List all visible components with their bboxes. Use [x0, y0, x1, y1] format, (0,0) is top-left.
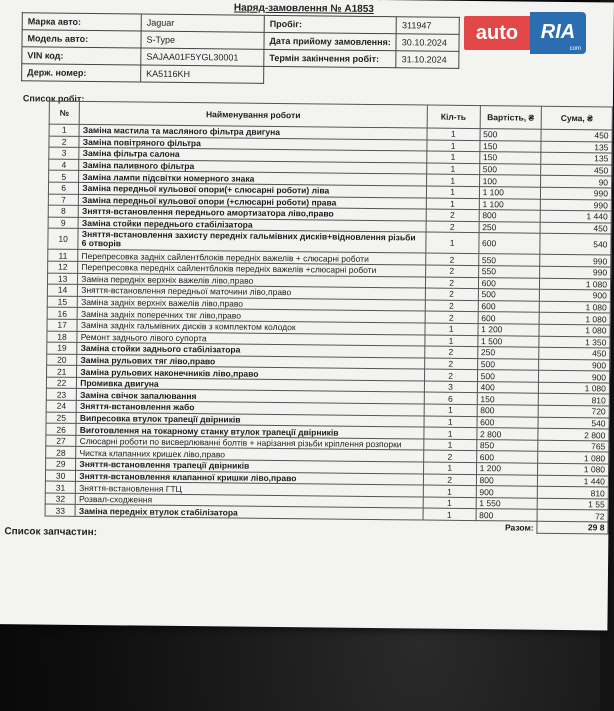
work-num: 21	[47, 365, 77, 377]
work-name: Виготовлення на токарному станку втулок трапеції двірників	[76, 424, 423, 439]
work-name: Заміна передніх втулок стабілізатора	[75, 505, 422, 520]
work-name: Заміна передньої кульової опори (+слюсарні роботи) права	[79, 194, 426, 209]
work-qty: 2	[425, 277, 478, 289]
watermark-com-text: com	[569, 46, 581, 52]
work-sum: 765	[538, 440, 609, 452]
work-qty: 2	[423, 474, 476, 486]
work-price: 800	[476, 474, 538, 486]
work-name: Заміна передньої кульової опори(+ слюсарні роботи) ліва	[79, 182, 426, 197]
work-name: Заміна фільтра салона	[79, 148, 426, 163]
parts-list-title: Список запчастин:	[4, 526, 98, 539]
work-qty: 2	[423, 450, 476, 462]
work-name: Заміна задніх поперечних тяг ліво,право	[77, 308, 424, 323]
work-name: Перепресовка задніх сайлентблоків передніх важелів + слюсарні роботи	[78, 250, 425, 265]
header-num: №	[49, 101, 80, 124]
finish-date-value: 31.10.2024	[396, 51, 459, 69]
work-price: 1 200	[478, 323, 540, 335]
work-sum: 135	[541, 152, 612, 164]
work-price: 800	[479, 210, 541, 222]
work-name: Заміна рульових наконечників ліво,право	[77, 366, 424, 381]
plate-value: KA5116KH	[141, 65, 264, 83]
work-price: 800	[476, 509, 538, 521]
work-name: Зняття-встановлення ГТЦ	[76, 482, 423, 497]
brand-label: Марка авто:	[22, 13, 141, 31]
work-name: Випресовка втулок трапеції двірників	[76, 412, 423, 427]
work-num: 23	[46, 389, 76, 401]
work-price: 150	[477, 393, 539, 405]
work-name: Розвал-сходження	[75, 493, 422, 508]
work-num: 7	[48, 194, 78, 206]
work-num: 24	[46, 400, 76, 412]
work-name: Зняття-встановлення трапеції двірників	[76, 458, 423, 473]
work-qty: 6	[424, 392, 477, 404]
work-num: 25	[46, 412, 76, 424]
work-name: Заміна паливного фільтра	[79, 159, 426, 174]
work-price: 150	[480, 140, 542, 152]
header-name: Найменування роботи	[79, 101, 427, 128]
work-sum: 1 55	[537, 498, 608, 510]
work-price: 1 100	[479, 198, 541, 210]
mileage-label: Пробіг:	[264, 15, 396, 33]
work-qty: 2	[424, 346, 477, 358]
work-qty: 1	[424, 404, 477, 416]
work-price: 900	[476, 486, 538, 498]
work-qty: 3	[424, 381, 477, 393]
work-num: 10	[48, 228, 79, 249]
work-name: Заміна мастила та масляного фільтра двигуна	[79, 124, 426, 139]
work-sum: 540	[538, 417, 609, 429]
work-price: 600	[478, 300, 540, 312]
accept-date-value: 30.10.2024	[396, 34, 459, 52]
work-qty: 1	[424, 416, 477, 428]
document-title: Наряд-замовлення № А1853	[233, 2, 374, 15]
work-price: 600	[478, 312, 540, 324]
work-sum: 990	[541, 187, 612, 199]
finish-date-label: Термін закінчення робіт:	[264, 49, 396, 67]
work-num: 16	[47, 307, 77, 319]
work-price: 500	[478, 289, 540, 301]
work-sum: 90	[541, 176, 612, 188]
work-name: Заміна стойки заднього стабілізатора	[77, 342, 424, 357]
header-price: Вартість, ₴	[480, 106, 542, 130]
work-price: 550	[478, 254, 540, 266]
work-num: 5	[49, 170, 79, 182]
work-name: Зняття-встановлення захисту передніх гальмівних дисків+відновлення різьби 6 отворів	[78, 229, 426, 254]
work-sum: 990	[540, 199, 611, 211]
work-sum: 900	[539, 289, 610, 301]
work-sum: 990	[540, 266, 611, 278]
work-price: 550	[478, 266, 540, 278]
work-num: 30	[45, 470, 75, 482]
work-sum: 1 080	[540, 278, 611, 290]
work-qty: 1	[423, 508, 476, 520]
work-sum: 810	[537, 486, 608, 498]
work-sum: 1 080	[538, 452, 609, 464]
work-price: 500	[477, 370, 539, 382]
works-body	[45, 124, 612, 522]
work-qty: 2	[426, 209, 479, 221]
work-name: Зняття-встановлення передньої маточини ліво,право	[78, 285, 425, 300]
header-qty: Кіл-ть	[427, 105, 480, 129]
work-num: 22	[46, 377, 76, 389]
work-sum: 450	[541, 129, 612, 141]
work-sum: 900	[539, 359, 610, 371]
work-num: 33	[45, 504, 75, 516]
work-qty: 2	[425, 265, 478, 277]
work-price: 800	[477, 405, 539, 417]
work-name: Заміна стойки переднього стабілізатора	[78, 217, 425, 232]
work-name: Заміна задніх верхніх важелів ліво,право	[78, 296, 425, 311]
work-sum: 1 080	[538, 463, 609, 475]
work-sum: 450	[539, 347, 610, 359]
model-label: Модель авто:	[22, 30, 141, 48]
work-num: 29	[46, 458, 76, 470]
work-name: Заміна задніх гальмівних дисків з комплектом колодок	[77, 319, 424, 334]
work-sum: 450	[541, 164, 612, 176]
vehicle-info-table	[21, 12, 460, 86]
work-qty: 2	[426, 221, 479, 233]
work-price: 100	[479, 175, 541, 187]
work-qty: 1	[423, 462, 476, 474]
work-sum: 1 440	[540, 210, 611, 222]
work-sum: 1 080	[539, 324, 610, 336]
work-name: Заміна лампи підсвітки номерного знака	[79, 171, 426, 186]
work-price: 500	[480, 129, 542, 141]
work-num: 12	[48, 261, 78, 273]
work-num: 11	[48, 249, 78, 261]
work-qty: 1	[426, 186, 479, 198]
watermark-ria-logo	[530, 12, 586, 54]
work-name: Зняття-встановлення клапанної кришки ліво,право	[76, 470, 423, 485]
work-sum: 1 080	[539, 301, 610, 313]
work-num: 14	[47, 284, 77, 296]
work-sum: 540	[540, 234, 611, 256]
work-num: 4	[49, 159, 79, 171]
work-qty: 1	[424, 427, 477, 439]
mileage-value: 311947	[396, 17, 459, 35]
works-table	[44, 101, 612, 534]
work-sum: 720	[538, 405, 609, 417]
work-qty: 1	[423, 485, 476, 497]
watermark-auto-text: auto	[464, 16, 530, 50]
work-price: 850	[476, 439, 538, 451]
work-sum: 72	[537, 510, 608, 522]
work-name: Заміна повітряного фільтра	[79, 136, 426, 151]
work-sum: 990	[540, 255, 611, 267]
work-price: 1 550	[476, 497, 538, 509]
work-price: 500	[479, 163, 541, 175]
work-qty: 2	[425, 288, 478, 300]
work-price: 250	[477, 347, 539, 359]
work-qty: 2	[425, 311, 478, 323]
work-price: 2 800	[477, 428, 539, 440]
work-sum: 1 080	[539, 313, 610, 325]
work-num: 13	[47, 273, 77, 285]
work-price: 1 500	[477, 335, 539, 347]
work-name: Зняття-встановлення жабо	[76, 400, 423, 415]
work-qty: 1	[425, 335, 478, 347]
work-num: 20	[47, 354, 77, 366]
work-qty: 1	[426, 151, 479, 163]
model-value: S-Type	[141, 31, 264, 49]
work-price: 1 100	[479, 187, 541, 199]
work-price: 600	[476, 451, 538, 463]
plate-label: Держ. номер:	[22, 64, 141, 82]
total-label: Разом:	[504, 521, 534, 533]
work-name: Промивка двигуна	[77, 377, 424, 392]
work-name: Заміна передніх верхніх важелів ліво,право	[78, 273, 425, 288]
work-num: 32	[45, 493, 75, 505]
work-qty: 1	[426, 174, 479, 186]
work-price: 600	[477, 416, 539, 428]
work-qty: 1	[427, 128, 480, 140]
work-name: Заміна рульових тяг ліво,право	[77, 354, 424, 369]
work-price: 600	[478, 277, 540, 289]
work-qty: 1	[423, 497, 476, 509]
work-num: 19	[47, 342, 77, 354]
vin-value: SAJAA01F5YGL30001	[141, 48, 264, 66]
brand-value: Jaguar	[141, 14, 264, 32]
work-num: 2	[49, 136, 79, 148]
work-name: Перепресовка передніх сайлентблоків передніх важелів +слюсарні роботи	[78, 261, 425, 276]
work-qty: 2	[424, 358, 477, 370]
work-name: Ремонт заднього лівого супорта	[77, 331, 424, 346]
work-sum: 450	[540, 222, 611, 234]
work-qty: 1	[427, 140, 480, 152]
vin-label: VIN код:	[22, 47, 141, 65]
work-num: 17	[47, 319, 77, 331]
work-num: 27	[46, 435, 76, 447]
work-price: 250	[479, 221, 541, 233]
work-name: Зняття-встановлення переднього амортизатора ліво,право	[78, 206, 425, 221]
work-price: 500	[477, 358, 539, 370]
work-qty: 2	[424, 369, 477, 381]
work-name: Слюсарні роботи по висверлюванні болтів + нарізання різьби кріплення розпорки	[76, 435, 423, 450]
work-qty: 1	[425, 323, 478, 335]
work-qty: 1	[423, 439, 476, 451]
accept-date-label: Дата прийому замовлення:	[264, 32, 396, 50]
work-qty: 2	[425, 253, 478, 265]
work-sum: 135	[541, 141, 612, 153]
work-price: 150	[479, 152, 541, 164]
work-sum: 900	[539, 371, 610, 383]
works-list-title: Список робіт:	[22, 93, 85, 104]
auto-ria-watermark	[464, 12, 586, 54]
work-sum: 810	[538, 394, 609, 406]
header-sum: Сума, ₴	[541, 106, 612, 130]
work-sum: 1 350	[539, 336, 610, 348]
work-num: 6	[48, 182, 78, 194]
work-price: 600	[478, 233, 540, 255]
work-num: 31	[45, 481, 75, 493]
work-qty: 1	[426, 232, 479, 254]
work-num: 8	[48, 205, 78, 217]
work-sum: 1 080	[539, 382, 610, 394]
work-num: 9	[48, 217, 78, 229]
work-num: 18	[47, 331, 77, 343]
work-name: Заміна свічок запалювання	[77, 389, 424, 404]
work-qty: 2	[425, 300, 478, 312]
work-qty: 1	[426, 163, 479, 175]
work-num: 15	[47, 296, 77, 308]
work-qty: 1	[426, 198, 479, 210]
work-sum: 2 800	[538, 428, 609, 440]
work-name: Чистка клапанних кришек ліво,право	[76, 447, 423, 462]
work-num: 1	[49, 124, 79, 136]
work-sum: 1 440	[538, 475, 609, 487]
work-price: 400	[477, 381, 539, 393]
total-value: 29 8	[537, 521, 608, 533]
work-num: 3	[49, 147, 79, 159]
watermark-ria-text: RIA	[540, 21, 576, 43]
work-num: 28	[46, 447, 76, 459]
work-num: 26	[46, 423, 76, 435]
work-price: 1 200	[476, 463, 538, 475]
